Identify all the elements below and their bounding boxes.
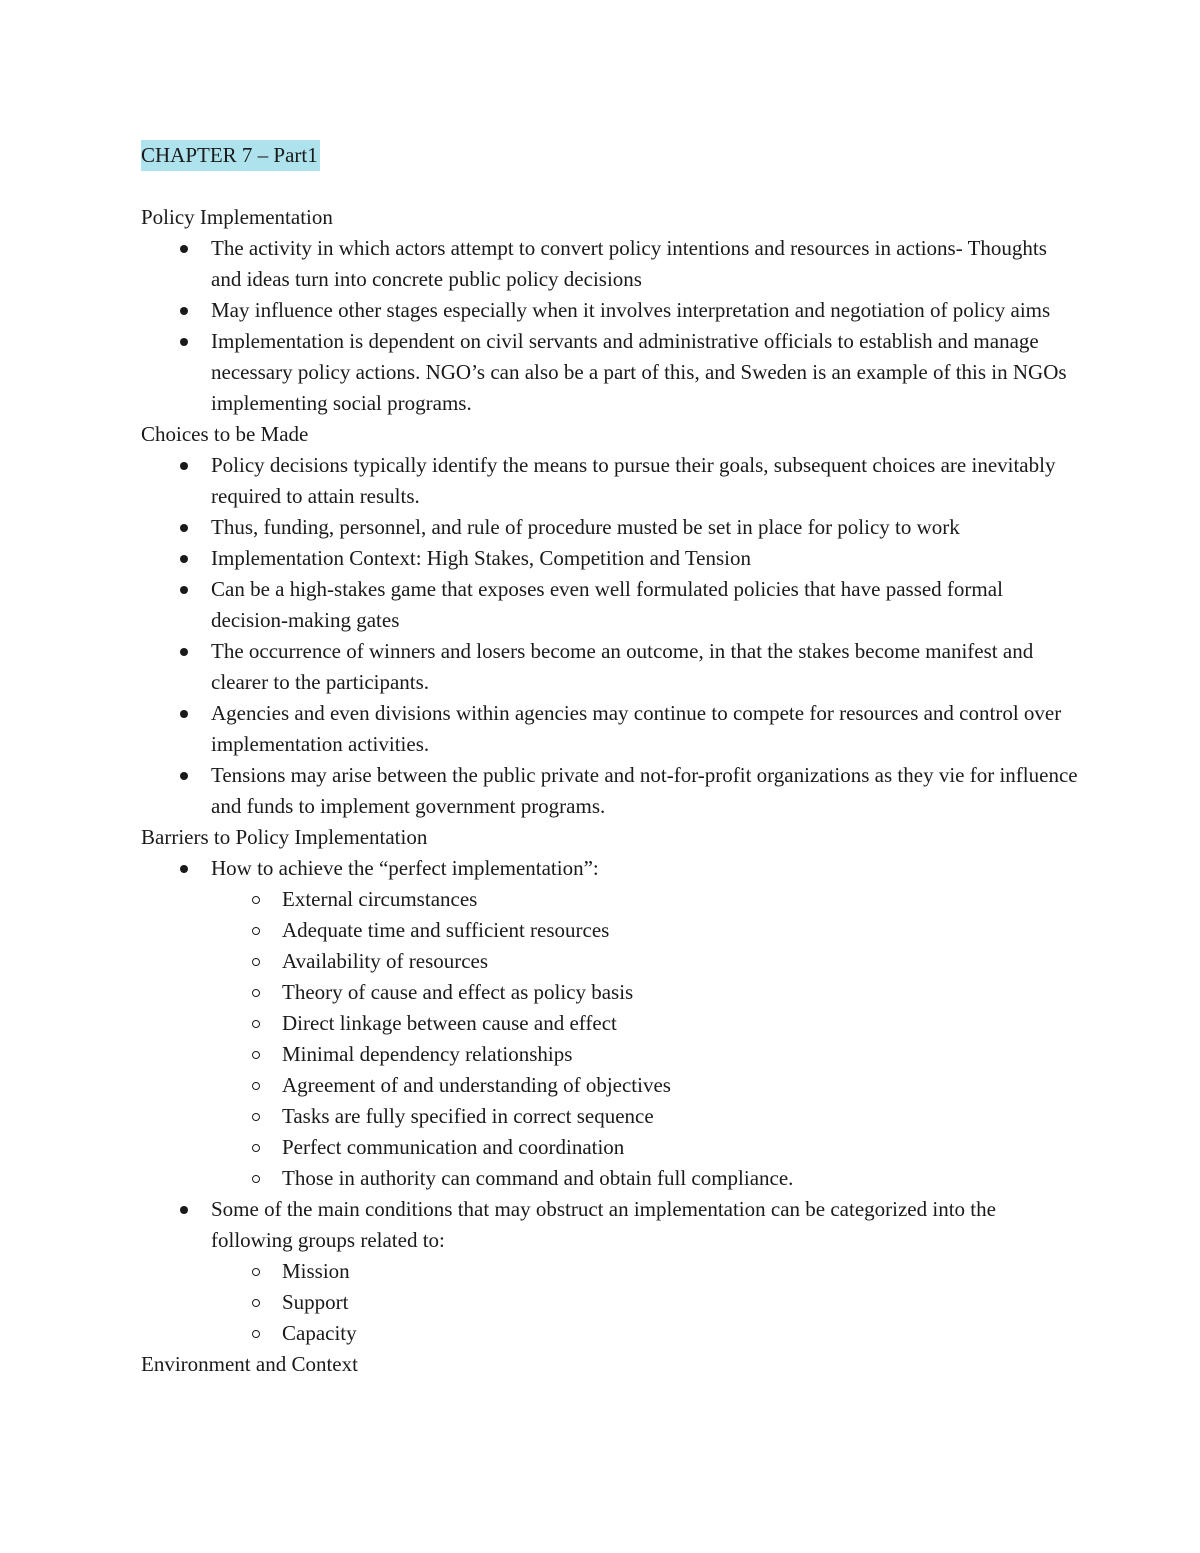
bullet-icon [180, 245, 188, 253]
sub-list-item-text: Perfect communication and coordination [282, 1135, 625, 1159]
sub-list-item-text: Capacity [282, 1321, 357, 1345]
list-item [211, 760, 1081, 822]
sub-list-item-text: Availability of resources [282, 949, 489, 973]
list-item-text: Some of the main conditions that may obstruct an implementation can be categorized into the following groups related to: [211, 1197, 996, 1252]
list-item-text: Implementation is dependent on civil servants and administrative officials to establish and manage necessary policy actions. NGO’s can also be a part of this, and Sweden is an example of this in NGOs implementing social programs. [211, 329, 1067, 415]
sub-list-item [282, 1318, 1081, 1349]
list-item [211, 295, 1081, 326]
list-item-text: The occurrence of winners and losers become an outcome, in that the stakes become manifest and clearer to the participants. [211, 639, 1034, 694]
sub-list-item [282, 1287, 1081, 1318]
sub-list-item [282, 1008, 1081, 1039]
hollow-bullet-icon [252, 1051, 260, 1059]
barriers-list [141, 853, 1081, 1349]
sub-list-item [282, 1132, 1081, 1163]
section-heading-barriers: Barriers to Policy Implementation [141, 825, 428, 849]
sub-list-item [282, 1070, 1081, 1101]
document-page [141, 140, 1081, 1380]
chapter-title: CHAPTER 7 – Part1 [141, 140, 320, 171]
hollow-bullet-icon [252, 1113, 260, 1121]
bullet-icon [180, 338, 188, 346]
list-item-text: Thus, funding, personnel, and rule of procedure musted be set in place for policy to work [211, 515, 960, 539]
hollow-bullet-icon [252, 927, 260, 935]
list-item-text: Implementation Context: High Stakes, Competition and Tension [211, 546, 752, 570]
bullet-icon [180, 865, 188, 873]
list-item-text: Agencies and even divisions within agencies may continue to compete for resources and control over implementation activities. [211, 701, 1062, 756]
list-item-text: Policy decisions typically identify the means to pursue their goals, subsequent choices are inevitably required to attain results. [211, 453, 1056, 508]
sub-list-item-text: Those in authority can command and obtain full compliance. [282, 1166, 794, 1190]
bullet-icon [180, 462, 188, 470]
sub-list-item [282, 1039, 1081, 1070]
blank-line [141, 171, 1081, 202]
list-item [211, 512, 1081, 543]
perfect-implementation-sublist [211, 884, 1081, 1194]
sub-list-item [282, 1163, 1081, 1194]
sub-list-item-text: Adequate time and sufficient resources [282, 918, 610, 942]
bullet-icon [180, 772, 188, 780]
hollow-bullet-icon [252, 1144, 260, 1152]
hollow-bullet-icon [252, 1175, 260, 1183]
policy-implementation-list [141, 233, 1081, 419]
list-item-text: May influence other stages especially when it involves interpretation and negotiation of policy aims [211, 298, 1051, 322]
sub-list-item-text: Tasks are fully specified in correct sequence [282, 1104, 654, 1128]
list-item [211, 698, 1081, 760]
list-item [211, 636, 1081, 698]
sub-list-item-text: External circumstances [282, 887, 478, 911]
bullet-icon [180, 307, 188, 315]
hollow-bullet-icon [252, 1299, 260, 1307]
list-item [211, 543, 1081, 574]
section-heading-environment: Environment and Context [141, 1352, 358, 1376]
list-item [211, 1194, 1081, 1349]
hollow-bullet-icon [252, 989, 260, 997]
list-item [211, 326, 1081, 419]
hollow-bullet-icon [252, 1330, 260, 1338]
chapter-title-line [141, 140, 1081, 171]
bullet-icon [180, 710, 188, 718]
sub-list-item-text: Agreement of and understanding of objectives [282, 1073, 671, 1097]
sub-list-item [282, 884, 1081, 915]
choices-list [141, 450, 1081, 822]
list-item [211, 574, 1081, 636]
bullet-icon [180, 586, 188, 594]
bullet-icon [180, 524, 188, 532]
sub-list-item-text: Minimal dependency relationships [282, 1042, 573, 1066]
hollow-bullet-icon [252, 958, 260, 966]
list-item [211, 233, 1081, 295]
sub-list-item [282, 1101, 1081, 1132]
sub-list-item [282, 977, 1081, 1008]
list-item-text: Tensions may arise between the public private and not-for-profit organizations as they vie for influence and funds to implement government programs. [211, 763, 1078, 818]
hollow-bullet-icon [252, 1020, 260, 1028]
list-item [211, 853, 1081, 1194]
sub-list-item [282, 1256, 1081, 1287]
sub-list-item [282, 915, 1081, 946]
bullet-icon [180, 555, 188, 563]
hollow-bullet-icon [252, 896, 260, 904]
sub-list-item-text: Mission [282, 1259, 350, 1283]
sub-list-item-text: Support [282, 1290, 349, 1314]
list-item [211, 450, 1081, 512]
hollow-bullet-icon [252, 1268, 260, 1276]
bullet-icon [180, 1206, 188, 1214]
sub-list-item-text: Theory of cause and effect as policy basis [282, 980, 634, 1004]
list-item-text: The activity in which actors attempt to convert policy intentions and resources in actions- Thoughts and ideas turn into concrete public policy decisions [211, 236, 1047, 291]
sub-list-item-text: Direct linkage between cause and effect [282, 1011, 617, 1035]
list-item-text: Can be a high-stakes game that exposes even well formulated policies that have passed formal decision-making gates [211, 577, 1003, 632]
section-heading-policy-implementation: Policy Implementation [141, 205, 333, 229]
hollow-bullet-icon [252, 1082, 260, 1090]
sub-list-item [282, 946, 1081, 977]
obstruction-groups-sublist [211, 1256, 1081, 1349]
list-item-text: How to achieve the “perfect implementation”: [211, 856, 599, 880]
bullet-icon [180, 648, 188, 656]
section-heading-choices: Choices to be Made [141, 422, 309, 446]
